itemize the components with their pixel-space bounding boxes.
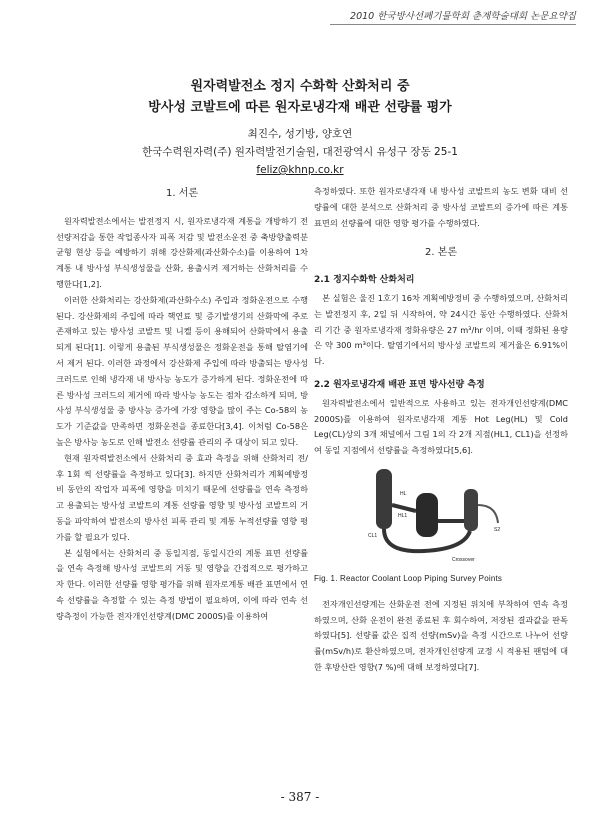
right-column [314, 184, 568, 676]
label-crossover: Crossover [452, 556, 475, 563]
hot-leg-pipe [392, 505, 416, 511]
conference-header: 2010 한국방사선폐기물학회 춘계학술대회 논문요약집 [350, 11, 576, 22]
subsection-2-2-title: 2.2 원자로냉각재 배관 표면 방사선량 측정 [314, 379, 485, 390]
intro-paragraph-1: 원자력발전소에서는 발전정지 시, 원자로냉각재 계통을 개방하기 전 선량저감을 통한 작업종사자 피폭 저감 및 발전소운전 중 축방향출력분균형 현상 등을 예방하기 위해 강산화제(과산화수소)를 이용하여 1차 계통 내 방사성 부식생성물을 산화, 용출시켜 제거하는 산화처리를 수행한다[1,2]. [56, 215, 308, 289]
section-2-title: 2. 본론 [424, 247, 458, 259]
subsection-2-2-text: 원자력발전소에서 일반적으로 사용하고 있는 전자개인선량계(DMC 2000S)를 이용하여 원자로냉각재 계통 Hot Leg(HL) 및 Cold Leg(CL)상의 3개 채널에서 그림 1의 각 2개 지점(HL1, CL1)을 선정하여 동일 지점에서 선량률을 측정하였다[5,6]. [314, 397, 568, 456]
label-cl1: CL1 [368, 532, 378, 539]
header-rule [330, 24, 576, 25]
subsection-2-1-text: 본 실험은 울진 1호기 16차 계획예방정비 중 수행하였으며, 산화처리는 발전정지 후, 2일 뒤 시작하여, 약 24시간 동안 수행하였다. 산화처리 기간 중 원자로냉각재 정화유량은 27 m³/hr 이며, 이때 정화된 용량은 약 300 m³이다. 탈염기에서의 방사성 코발트의 제거율은 6.91%이다. [314, 292, 568, 367]
figure-caption: Fig. 1. Reactor Coolant Loop Piping Survey Points [314, 573, 503, 583]
author-email: feliz@khnp.co.kr [256, 164, 344, 176]
continued-paragraph: 측정하였다. 또한 원자로냉각재 내 방사성 코발트의 농도 변화 대비 선량률에 대한 분석으로 산화처리 중 방사성 코발트의 증가에 따른 계통 표면의 선량률에 대한 영향 평가를 수행하였다. [314, 186, 568, 228]
label-hl1: HL1 [398, 512, 408, 519]
after-figure-paragraph: 전자개인선량계는 산화운전 전에 지정된 위치에 부착하여 연속 측정하였으며, 산화 운전이 완전 종료된 후 회수하여, 저장된 결과값을 판독하였다[5]. 선량률 값은 집적 선량(mSv)을 측정 시간으로 나누어 선량률(mSv/h)로 환산하였으며, 전자개인선량계 교정 시 적용된 팬텀에 대한 후방산란 영향(7 %)에 대해 보정하였다[7]. [314, 598, 568, 672]
label-hl: HL [400, 490, 407, 497]
label-s2: S2 [494, 526, 501, 533]
intro-paragraph-3: 현재 원자력발전소에서 산화처리 중 효과 측정을 위해 산화처리 전/후 1회 씩 선량률을 측정하고 있다[3]. 하지만 산화처리가 계획예방정비 동안의 작업자 피폭에 영향을 미치기 때문에 선량률을 연속 측정하고 용출되는 방사성 코발트의 계통 선량률 영향 및 방사성 코발트의 거동을 파악하여 발전소의 방사선 피폭 관리 및 계통 누적선량률 영향 평가를 할 필요가 있다. [56, 452, 308, 542]
author-affiliation: 한국수력원자력(주) 원자력발전기술원, 대전광역시 유성구 장동 25-1 [142, 146, 458, 158]
title-line-2: 방사성 코발트에 따른 원자로냉각재 배관 선량률 평가 [148, 100, 452, 115]
reactor-loop-figure [314, 465, 568, 565]
reactor-pump-shape [464, 489, 478, 531]
author-names: 최진수, 성기방, 양호연 [247, 128, 353, 140]
intro-paragraph-4: 본 실험에서는 산화처리 중 동일지점, 동일시간의 계통 표면 선량률을 연속 측정해 방사성 코발트의 거동 및 영향을 간접적으로 평가하고자 한다. 이러한 선량률 영향 평가를 위해 원자로계통 배관 표면에서 연속 선량률을 측정할 수 있는 측정 방법이 필요하며, 이에 따라 연속 선량측정이 가능한 전자개인선량계(DMC 2000S)를 이용하여 [56, 547, 308, 621]
subsection-2-1-title: 2.1 정지수화학 산화처리 [314, 275, 415, 286]
paper-title [0, 76, 600, 118]
left-column [56, 180, 308, 625]
section-1-title: 1. 서론 [165, 188, 199, 199]
branch-pipe [478, 505, 498, 523]
author-block [0, 125, 600, 179]
title-line-1: 원자력발전소 정지 수화학 산화처리 중 [190, 79, 410, 94]
reactor-vessel-shape [416, 493, 438, 537]
intro-paragraph-2: 이러한 산화처리는 강산화제(과산화수소) 주입과 정화운전으로 수행된다. 강산화제의 주입에 따라 핵연료 및 증기발생기의 산화막에 주로 존재하고 있는 방사성 코발트 및 니켈 등이 용해되어 산화막에서 용출되게 된다[1]. 이렇게 용출된 부식생성물은 정화운전을 통해 탈염기에서 제거 된다. 이러한 과정에서 강산화제 주입에 따라 방출되는 방사성 크러드로 인해 냉각재 내 방사능 농도가 증가하게 된다. 정화운전에 따른 방사성 크러드의 제거에 따라 방사능 농도는 점차 감소하게 되며, 방사성 부식생성물 중 방사능 증가에 가장 영향을 많이 주는 Co-58의 농도가 기준값을 만족하면 정화운전을 종료한다[3,4]. 이처럼 Co-58은 높은 방사능 농도로 인해 발전소 선량률 관리의 주 대상이 되고 있다. [56, 294, 308, 447]
page-number: - 387 - [280, 790, 320, 804]
reactor-loop-diagram [314, 465, 568, 565]
steam-generator-shape [376, 469, 392, 529]
